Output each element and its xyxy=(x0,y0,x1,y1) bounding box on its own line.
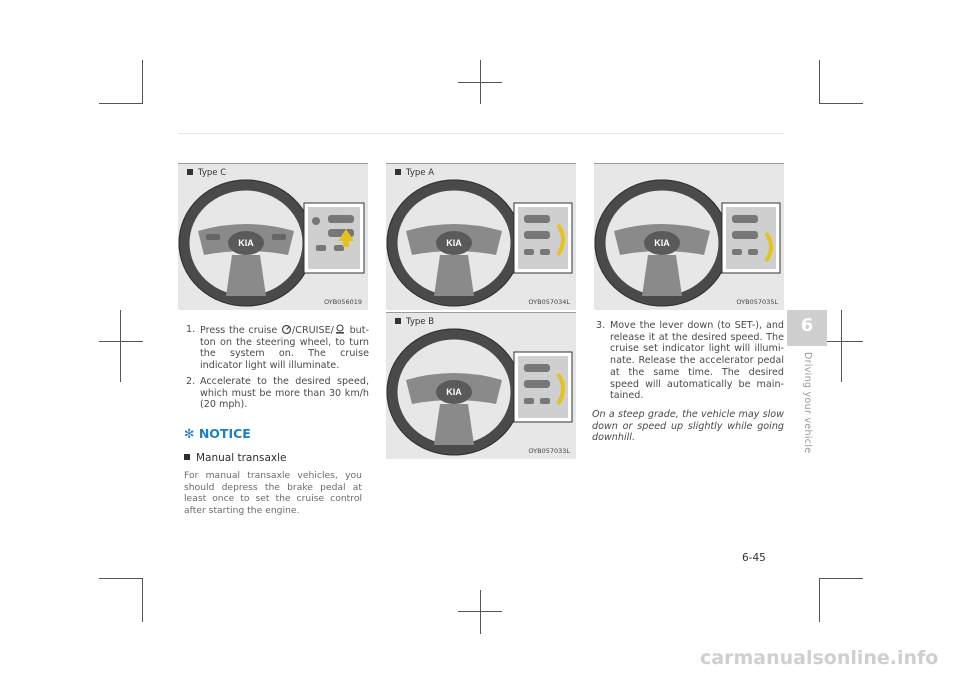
crop-mark xyxy=(458,82,502,83)
figure-code: OYB057035L xyxy=(736,298,778,306)
crop-mark xyxy=(142,60,143,104)
steering-wheel-icon xyxy=(178,163,368,310)
figure-label: Type C xyxy=(187,168,226,178)
crop-mark xyxy=(120,310,121,382)
crop-mark xyxy=(99,341,143,342)
chapter-title: Driving your vehicle xyxy=(802,352,813,454)
crop-mark xyxy=(480,590,481,634)
figure-type-c xyxy=(178,163,368,310)
header-rule xyxy=(178,133,784,134)
steering-wheel-icon xyxy=(386,163,576,310)
figure-code: OYB057034L xyxy=(528,298,570,306)
chapter-tab xyxy=(787,310,827,346)
smart-cruise-icon xyxy=(334,324,346,334)
crop-mark xyxy=(819,578,863,579)
steps-left xyxy=(186,324,369,415)
figure-type-a xyxy=(386,163,576,310)
figure-label: Type A xyxy=(395,168,434,178)
figure-type-b xyxy=(386,312,576,459)
crop-mark xyxy=(819,103,863,104)
step-2: 2. Accelerate to the desired speed, which must be more than 30 km/h (20 mph). xyxy=(186,375,369,411)
steering-wheel-icon xyxy=(386,312,576,459)
crop-mark xyxy=(819,578,820,622)
svg-text:KIA: KIA xyxy=(238,238,254,248)
steps-right xyxy=(596,320,784,406)
slope-note: On a steep grade, the vehicle may slow down or speed up slightly while going downhill. xyxy=(592,409,784,444)
figure-code: OYB057033L xyxy=(528,447,570,455)
notice-subhead: Manual transaxle xyxy=(184,452,287,464)
notice-title: ✻ NOTICE xyxy=(184,426,251,441)
crop-mark xyxy=(99,578,143,579)
page-number: 6-45 xyxy=(742,552,766,564)
svg-text:KIA: KIA xyxy=(446,387,462,397)
cruise-icon xyxy=(281,324,292,334)
step-3: 3. Move the lever down (to SET-), and release it at the desired speed. The cruise set indicator light will illumi-nate. Release the accelerator pedal at the same time. The desired speed will automatically be main-tained. xyxy=(596,320,784,402)
steering-wheel-icon xyxy=(594,163,784,310)
chapter-number: 6 xyxy=(800,315,814,336)
figure-label: Type B xyxy=(395,317,434,327)
step-number: 1. xyxy=(186,324,196,335)
svg-text:KIA: KIA xyxy=(654,238,670,248)
step-1: 1. Press the cruise /CRUISE/ but-ton on the steering wheel, to turn the system on. The cruise indicator light will illuminate. xyxy=(186,324,369,372)
crop-mark xyxy=(458,611,502,612)
notice-body: For manual transaxle vehicles, you should depress the brake pedal at least once to set the cruise control after starting the engine. xyxy=(184,470,362,516)
figure-lever-down xyxy=(594,163,784,310)
svg-text:KIA: KIA xyxy=(446,238,462,248)
watermark: carmanualsonline.info xyxy=(700,647,939,669)
step-number: 3. xyxy=(596,320,606,331)
crop-mark xyxy=(142,578,143,622)
crop-mark xyxy=(841,310,842,382)
step-number: 2. xyxy=(186,375,196,387)
crop-mark xyxy=(819,60,820,104)
figure-code: OYB056019 xyxy=(323,298,362,306)
crop-mark xyxy=(99,103,143,104)
